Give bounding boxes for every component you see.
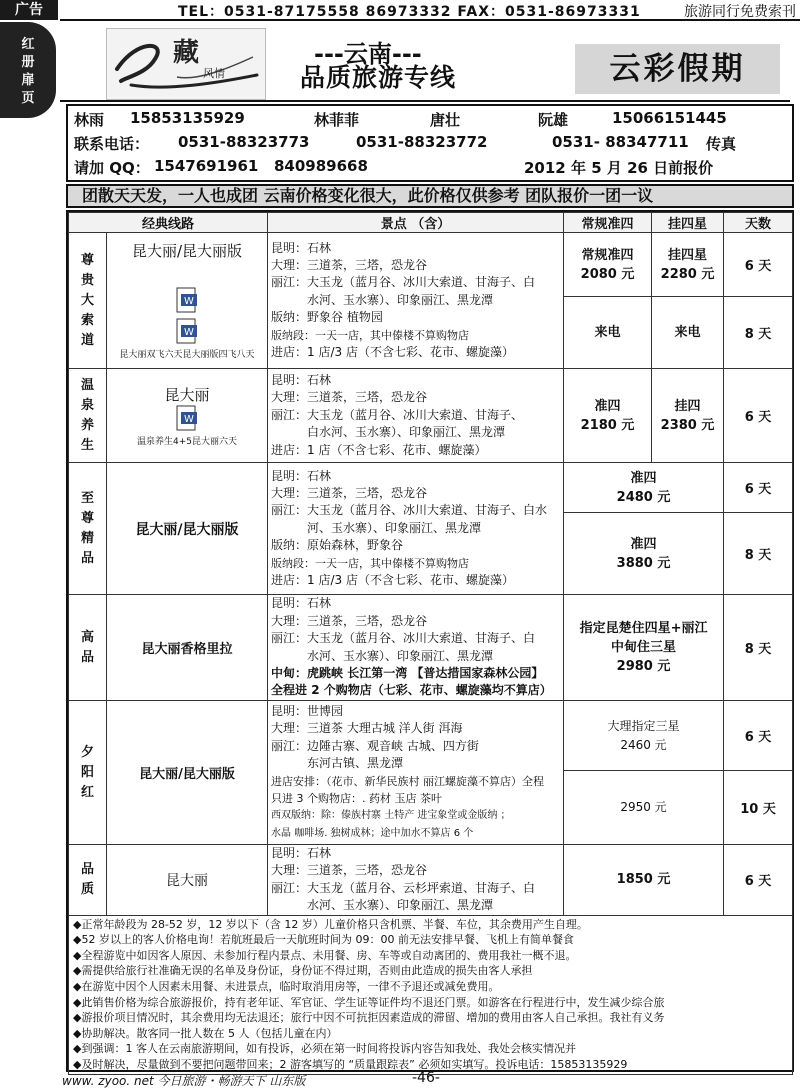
price-standard: 准四 2180 元	[564, 369, 652, 463]
spots-cell	[268, 369, 564, 463]
contact-name: 林雨	[74, 111, 105, 129]
table-row	[69, 463, 793, 513]
days-cell: 6 天	[724, 463, 793, 513]
notice-banner: 团散天天发，一人也成团 云南价格变化很大，此价格仅供参考 团队报价一团一议	[66, 184, 794, 208]
svg-text:W: W	[184, 413, 194, 425]
price-star: 挂四 2380 元	[652, 369, 724, 463]
spot-line: 中甸：虎跳峡 长江第一湾 【普达措国家森林公园】	[271, 665, 544, 680]
side-tab-char: 册	[21, 55, 35, 70]
spots-cell	[268, 233, 564, 369]
contact-tel: 0531-88323773	[178, 133, 310, 151]
price-star: 挂四星 2280 元	[652, 233, 724, 297]
spot-line: 昆明：石林	[271, 372, 332, 387]
route-category: 尊贵大索道	[69, 233, 107, 369]
note-line: ◆需提供给旅行社准确无误的名单及身份证，身份证不得过期，否则由此造成的损失由客人承担	[73, 964, 533, 978]
note-line: ◆及时解决，尽量做到不要把问题带回来；2 游客填写的 “质量跟踪表” 必须如实填写。投诉电话：15853135929	[73, 1057, 628, 1071]
route-cell	[107, 233, 268, 369]
days-cell: 10 天	[724, 771, 793, 845]
notes-cell	[69, 915, 793, 1074]
attachment-name[interactable]: 温泉养生4+5昆大丽六天	[137, 436, 237, 447]
days-cell: 6 天	[724, 845, 793, 916]
days-cell: 6 天	[724, 701, 793, 771]
route-name: 昆大丽香格里拉	[107, 595, 268, 701]
notes-row	[69, 915, 793, 1074]
spot-line: 大理：三道茶，三塔，恐龙谷	[271, 485, 428, 500]
spot-line: 水河、玉水寨）、印象丽江、黑龙潭	[307, 898, 494, 913]
spot-line: 进店：1 店/3 店（不含七彩、花市、螺旋藻）	[271, 345, 514, 360]
spot-line: 丽江：大玉龙（蓝月谷、冰川大索道、甘海子、白水	[271, 503, 548, 518]
route-name: 昆大丽/昆大丽版	[131, 242, 243, 260]
route-category: 温泉养生	[69, 369, 107, 463]
table-row	[69, 845, 793, 916]
route-name: 昆大丽	[164, 385, 210, 404]
side-section-tab	[0, 22, 56, 118]
days-cell: 8 天	[724, 297, 793, 369]
price-star: 来电	[652, 297, 724, 369]
contact-qq-label: 请加 QQ：	[74, 159, 150, 177]
spot-line: 只进 3 个购物店：. 药材 玉店 茶叶	[271, 791, 442, 805]
side-tab-char: 页	[21, 91, 35, 106]
spot-line: 昆明：世博园	[271, 703, 344, 718]
note-line: ◆游报价项目情况时，其余费用均无法退还；旅行中因不可抗拒因素造成的滞留、增加的费用由客人自己承担。我社有义务	[73, 1011, 665, 1025]
spot-line: 水河、玉水寨）、印象丽江、黑龙潭	[307, 292, 494, 307]
spot-line: 版纳段：一天一店，其中傣楼不算购物店	[271, 556, 470, 570]
spot-line: 丽江：大玉龙（蓝月谷、冰川大索道、甘海子、白	[271, 275, 536, 290]
note-line: ◆协助解决。散客同一批人数在 5 人（包括儿童在内）	[73, 1026, 338, 1040]
spot-line: 昆明：石林	[271, 468, 332, 483]
contact-qq: 1547691961	[154, 157, 259, 175]
word-document-icon[interactable]	[176, 405, 198, 432]
spot-line: 昆明：石林	[271, 596, 332, 611]
slogan-region: ---云南---	[314, 40, 422, 68]
logo-sub-text: 风情	[203, 67, 225, 80]
col-header-standard: 常规准四	[564, 213, 652, 233]
svg-text:W: W	[184, 327, 194, 338]
brand-name: 云彩假期	[575, 44, 780, 94]
days-cell: 6 天	[724, 233, 793, 297]
spot-line: 丽江：大玉龙（蓝月谷、冰川大索道、甘海子、	[271, 407, 524, 422]
price-combined: 准四 2480 元	[564, 463, 724, 513]
word-document-icon[interactable]	[176, 318, 198, 345]
company-logo	[106, 28, 266, 100]
spot-line: 东河古镇、黑龙潭	[307, 756, 404, 771]
route-price-table	[68, 212, 793, 1075]
table-row	[69, 369, 793, 463]
spot-line: 水晶 咖啡场. 独树成林；途中加水不算店 6 个	[271, 827, 474, 839]
page-number: -46-	[412, 1070, 440, 1086]
price-standard: 常规准四 2080 元	[564, 233, 652, 297]
side-tab-char: 扉	[21, 73, 35, 88]
contact-phone: 15066151445	[612, 109, 727, 127]
spots-cell	[268, 595, 564, 701]
note-line: ◆52 岁以上的客人价格电询！若航班最后一天航班时间为 09：00 前无法安排早餐、飞机上有简单餐食	[73, 933, 574, 947]
days-cell: 8 天	[724, 513, 793, 595]
side-tab-char: 红	[21, 37, 35, 52]
contact-phone: 15853135929	[130, 109, 245, 127]
spot-line: 河、玉水寨）、印象丽江、黑龙潭	[307, 520, 482, 535]
spot-line: 昆明：石林	[271, 846, 332, 860]
route-name: 昆大丽/昆大丽版	[107, 701, 268, 845]
logo-title-text: 藏	[173, 38, 200, 68]
spot-line: 大理：三道茶，三塔，恐龙谷	[271, 863, 428, 878]
table-row	[69, 595, 793, 701]
price-combined: 指定昆楚住四星+丽江 中甸住三星 2980 元	[564, 595, 724, 701]
route-category: 至尊精品	[69, 463, 107, 595]
spot-line: 丽江：边陲古寨、观音峡 古城、四方街	[271, 738, 479, 753]
col-header-route: 经典线路	[69, 213, 268, 233]
free-catalog-text: 旅游同行免费索刊	[684, 4, 796, 20]
header-rule	[60, 100, 790, 102]
note-line: ◆正常年龄段为 28-52 岁，12 岁以下（含 12 岁）儿童价格只含机票、半餐、车位，其余费用产生自理。	[73, 917, 588, 931]
days-cell: 8 天	[724, 595, 793, 701]
svg-text:W: W	[184, 296, 194, 307]
price-combined: 准四 3880 元	[564, 513, 724, 595]
contact-name: 唐壮	[430, 111, 461, 129]
slogan-main: 品质旅游专线	[300, 63, 457, 92]
spot-line: 水河、玉水寨）、印象丽江、黑龙潭	[307, 648, 494, 663]
route-cell	[107, 369, 268, 463]
spot-line: 进店安排：（花市、新华民族村 丽江螺旋藻不算店）全程	[271, 774, 545, 788]
spots-cell	[268, 701, 564, 845]
attachment-name[interactable]: 昆大丽双飞六天	[119, 350, 183, 360]
col-header-star: 挂四星	[652, 213, 724, 233]
contact-box	[66, 104, 794, 182]
contact-qq: 840989668	[274, 157, 368, 175]
table-row	[69, 701, 793, 771]
spot-line: 丽江：大玉龙（蓝月谷、冰川大索道、甘海子、白	[271, 631, 536, 646]
route-category: 高品	[69, 595, 107, 701]
route-name: 昆大丽/昆大丽版	[107, 463, 268, 595]
attachment-caption	[107, 349, 267, 361]
contact-tel: 0531-88323772	[356, 133, 488, 151]
route-name: 昆大丽	[107, 845, 268, 916]
route-category: 品质	[69, 845, 107, 916]
contact-tel: 0531- 88347711	[552, 133, 689, 151]
spot-line: 白水河、玉水寨）、印象丽江、黑龙潭	[307, 425, 506, 440]
spot-line: 版纳：原始森林，野象谷	[271, 538, 404, 553]
attachment-name[interactable]: 昆大丽版四飞八天	[182, 350, 255, 360]
spots-cell	[268, 845, 564, 916]
spot-line: 进店：1 店（不含七彩、花市、螺旋藻）	[271, 442, 487, 457]
spot-line: 西双版纳：除：傣族村寨 土特产 进宝象堂或金版纳 ；	[271, 810, 511, 822]
word-document-icon[interactable]	[176, 287, 198, 314]
quote-date: 2012 年 5 月 26 日前报价	[524, 159, 714, 177]
contact-name: 林菲菲	[314, 111, 360, 129]
price-standard: 来电	[564, 297, 652, 369]
spot-line: 大理：三道茶，三塔，恐龙谷	[271, 390, 428, 405]
col-header-spots: 景点 （含）	[268, 213, 564, 233]
spot-line: 大理：三道茶，三塔，恐龙谷	[271, 257, 428, 272]
price-combined: 2950 元	[564, 771, 724, 845]
note-line: ◆在游览中因个人因素未用餐、未进景点，临时取消用房等，一律不予退还或减免费用。	[73, 980, 500, 993]
spot-line: 版纳：野象谷 植物园	[271, 310, 383, 325]
contact-name: 阮雄	[538, 111, 569, 129]
days-cell: 6 天	[724, 369, 793, 463]
spots-cell	[268, 463, 564, 595]
route-category: 夕阳红	[69, 701, 107, 845]
spot-line: 版纳段：一天一店，其中傣楼不算购物店	[271, 328, 470, 342]
price-combined: 大理指定三星 2460 元	[564, 701, 724, 771]
contact-fax-label: 传真	[706, 135, 737, 153]
ad-label: 广告	[0, 0, 58, 20]
footer-site[interactable]: www. zyoo. net 今日旅游・畅游天下 山东版	[62, 1074, 306, 1088]
note-line: ◆全程游览中如因客人原因、未参加行程内景点、未用餐、房、车等或自动离团的、费用我社一概不退。	[73, 948, 577, 962]
logo-brushwork	[107, 29, 265, 99]
spot-line: 全程进 2 个购物店（七彩、花市、螺旋藻均不算店）	[271, 683, 552, 698]
table-row	[69, 233, 793, 297]
spot-line: 大理：三道茶 大理古城 洋人街 洱海	[271, 721, 463, 736]
ad-contact-line: TEL：0531-87175558 86973332 FAX：0531-86973331	[178, 4, 641, 20]
col-header-days: 天数	[724, 213, 793, 233]
table-header-row	[69, 213, 793, 233]
price-combined: 1850 元	[564, 845, 724, 916]
note-line: ◆到强调：1 客人在云南旅游期间，如有投诉，必须在第一时间将投诉内容告知我处、我处会核实情况并	[73, 1042, 576, 1056]
note-line: ◆此销售价格为综合旅游报价，持有老年证、军官证、学生证等证件均不退还门票。如游客在行程进行中，发生减少综合旅	[73, 995, 665, 1009]
spot-line: 大理：三道茶，三塔，恐龙谷	[271, 613, 428, 628]
spot-line: 丽江：大玉龙（蓝月谷、云杉坪索道、甘海子、白	[271, 880, 536, 895]
contact-tel-label: 联系电话：	[74, 135, 150, 153]
spot-line: 进店：1 店/3 店（不含七彩、花市、螺旋藻）	[271, 573, 514, 588]
spot-line: 昆明：石林	[271, 240, 332, 255]
